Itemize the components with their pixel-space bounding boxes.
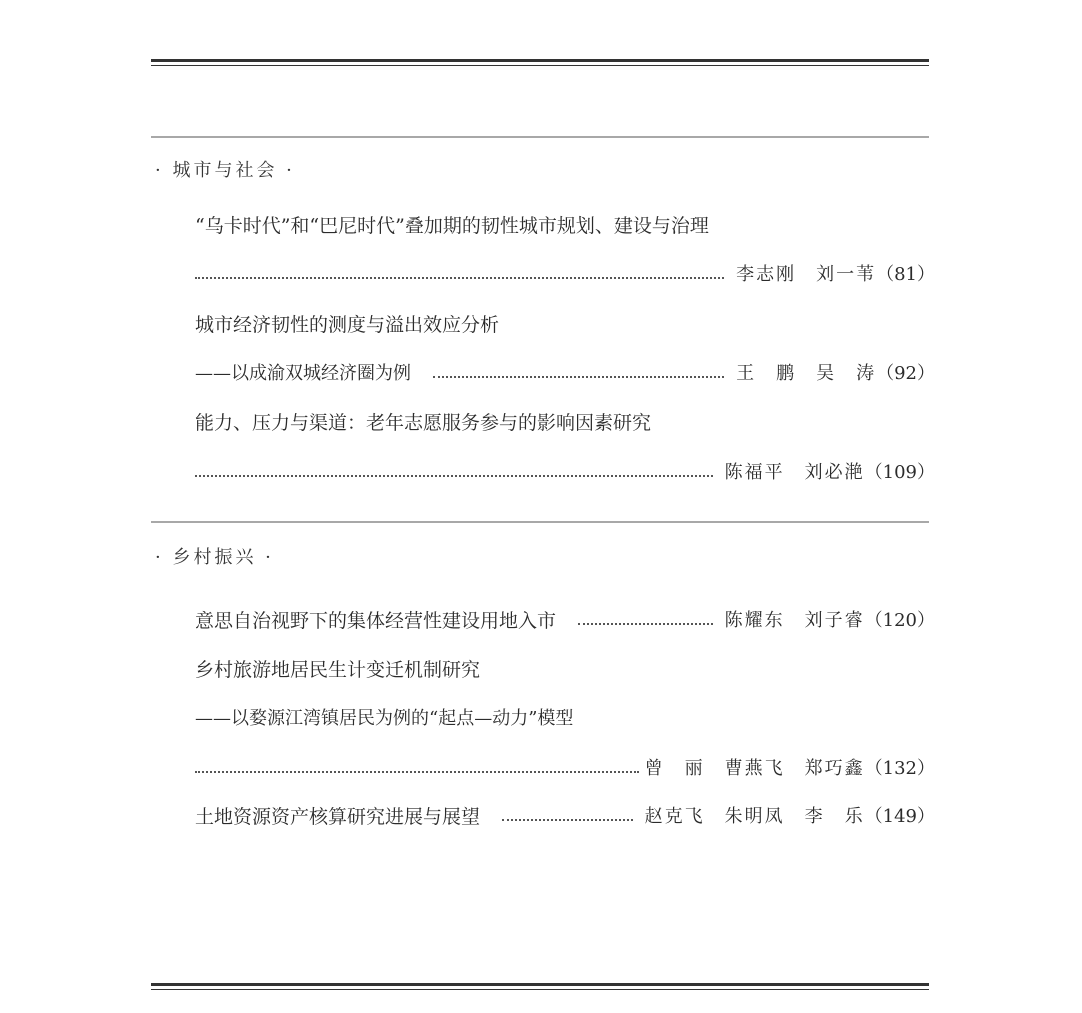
dot-leader xyxy=(195,456,713,486)
toc-entry-subtitle-line[interactable] xyxy=(195,702,935,732)
dot-leader xyxy=(433,357,724,387)
entry-page-number: （149） xyxy=(864,806,935,827)
toc-entry-title[interactable] xyxy=(195,800,935,830)
toc-entry-title[interactable] xyxy=(195,653,935,683)
section-divider xyxy=(151,136,929,138)
section-heading-city-society: · 城市与社会 · xyxy=(155,160,295,181)
entry-authors: 赵克飞 朱明凤 李 乐 xyxy=(644,806,865,827)
entry-page-number: （120） xyxy=(864,610,935,631)
entry-title: 乡村旅游地居民生计变迁机制研究 xyxy=(195,658,481,681)
section-divider xyxy=(151,521,929,523)
entry-page-number: （92） xyxy=(876,363,935,384)
dot-leader xyxy=(195,258,724,288)
entry-page-number: （81） xyxy=(876,264,935,285)
dot-leader xyxy=(502,800,633,830)
dot-leader xyxy=(195,752,639,782)
entry-authors: 王 鹏 吴 涛 xyxy=(736,363,877,384)
top-double-rule xyxy=(151,59,929,66)
toc-entry-leader-line[interactable] xyxy=(195,752,935,782)
toc-entry-title[interactable] xyxy=(195,604,935,634)
bottom-double-rule xyxy=(151,983,929,990)
toc-entry-title[interactable] xyxy=(195,406,935,436)
entry-title: 土地资源资产核算研究进展与展望 xyxy=(195,805,481,828)
entry-page-number: （109） xyxy=(864,462,935,483)
entry-subtitle: ——以成渝双城经济圈为例 xyxy=(195,363,411,384)
toc-entry-title[interactable] xyxy=(195,308,935,338)
entry-title: 城市经济韧性的测度与溢出效应分析 xyxy=(195,313,500,336)
entry-title: 意思自治视野下的集体经营性建设用地入市 xyxy=(195,609,557,632)
entry-page-number: （132） xyxy=(864,758,935,779)
toc-entry-title[interactable] xyxy=(195,209,935,239)
entry-title: “乌卡时代”和“巴尼时代”叠加期的韧性城市规划、建设与治理 xyxy=(195,214,709,237)
entry-authors: 陈福平 刘必滟 xyxy=(724,462,865,483)
entry-authors: 李志刚 刘一苇 xyxy=(736,264,877,285)
toc-entry-subtitle-line[interactable] xyxy=(195,357,935,387)
entry-authors: 曾 丽 曹燕飞 郑巧鑫 xyxy=(644,758,865,779)
entry-authors: 陈耀东 刘子睿 xyxy=(724,610,865,631)
toc-entry-leader-line[interactable] xyxy=(195,258,935,288)
toc-entry-leader-line[interactable] xyxy=(195,456,935,486)
section-heading-rural-revitalization: · 乡村振兴 · xyxy=(155,547,274,568)
dot-leader xyxy=(578,604,713,634)
entry-title: 能力、压力与渠道：老年志愿服务参与的影响因素研究 xyxy=(195,411,652,434)
entry-subtitle: ——以婺源江湾镇居民为例的“起点—动力”模型 xyxy=(195,708,574,729)
